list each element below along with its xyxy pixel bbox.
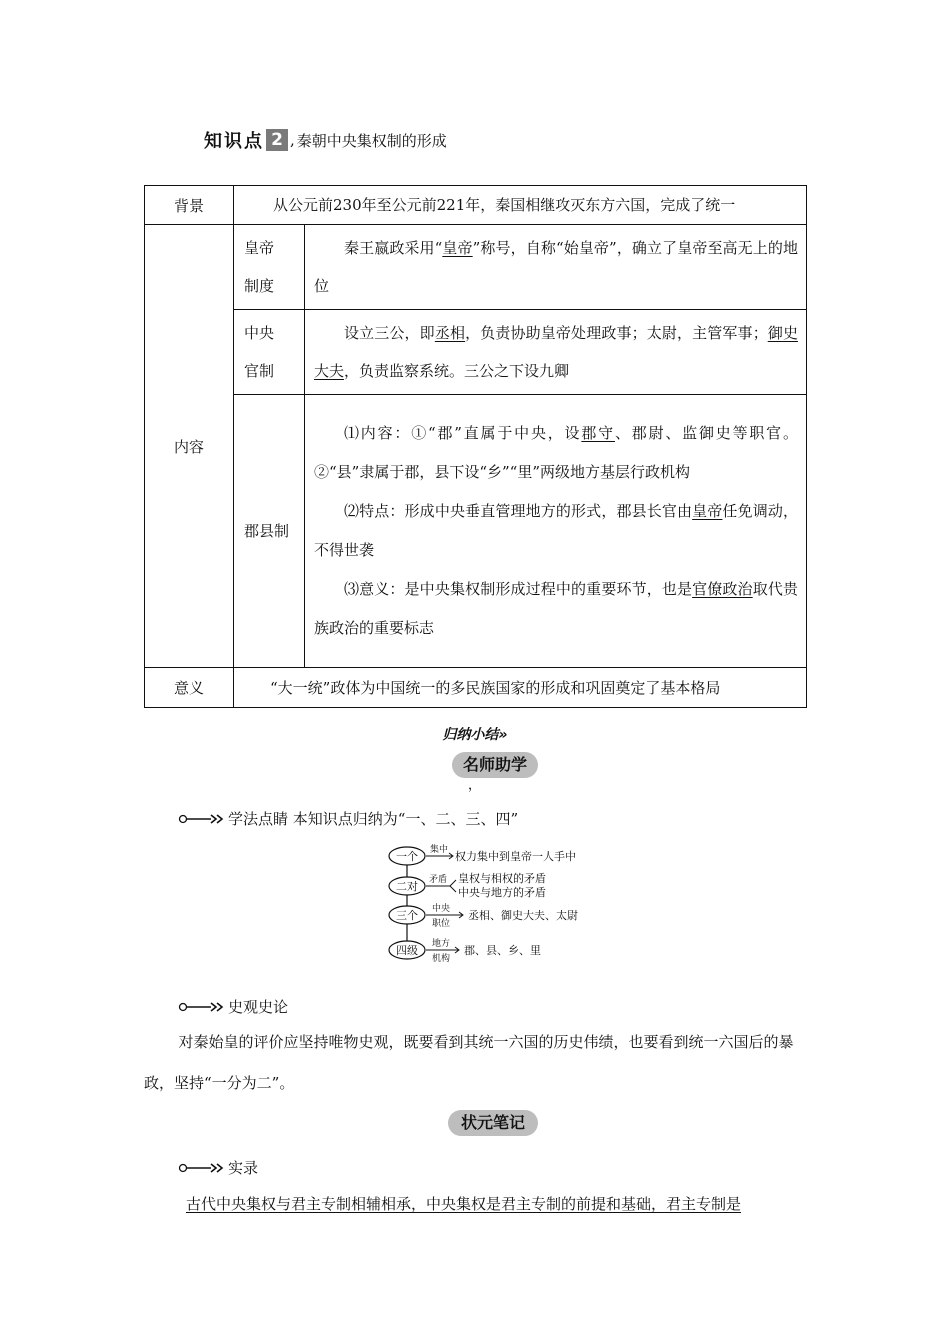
edge-three-label-b: 职位 [432, 919, 451, 929]
stray-comma: ， [468, 778, 482, 793]
badge-teacher-help: 名师助学 [452, 752, 538, 778]
section-record-text: 实录 [228, 1159, 259, 1177]
section-arrow-icon [178, 813, 226, 825]
underlined-term: 皇帝 [442, 239, 473, 257]
county-text: ⑴内容：①“郡”直属于中央，设郡守、郡尉、监御史等职官。②“县”隶属于郡，县下设“乡”“里”两级地方基层行政机构 ⑵特点：形成中央垂直管理地方的形式，郡县长官由皇帝任免调动，不得世袭 ⑶意义：是中央集权制形成过程中的重要环节，也是官僚政治取代贵族政治的重要标志 [305, 395, 807, 668]
underlined-term: 皇帝 [692, 502, 723, 520]
node-four-label: 四级 [396, 944, 418, 957]
underlined-term: 官僚政治 [692, 580, 753, 598]
edge-four-label-b: 机构 [432, 954, 451, 964]
edge-two-label: 矛盾 [429, 875, 448, 885]
summary-diagram [384, 840, 634, 970]
node-one-label: 一个 [396, 850, 418, 863]
heading-title: 秦朝中央集权制的形成 [296, 131, 447, 150]
row-emperor [145, 225, 807, 310]
significance-text: “大一统”政体为中国统一的多民族国家的形成和巩固奠定了基本格局 [234, 668, 807, 708]
knowledge-table [144, 185, 807, 708]
row-background [145, 186, 807, 225]
background-label: 背景 [145, 186, 234, 225]
result-four-text: 郡、县、乡、里 [464, 944, 541, 957]
underlined-term: 郡守 [581, 424, 615, 442]
edge-one-label: 集中 [430, 845, 449, 855]
central-label: 中央 官制 [234, 310, 305, 395]
background-text: 从公元前230年至公元前221年，秦国相继攻灭东方六国，完成了统一 [234, 186, 807, 225]
edge-three-label-a: 中央 [432, 904, 451, 914]
knowledge-point-label: 知识点 [204, 131, 264, 152]
knowledge-point-number: 2 [266, 129, 288, 151]
row-significance [145, 668, 807, 708]
result-one-text: 权力集中到皇帝一人手中 [455, 850, 576, 863]
edge-four-label-a: 地方 [432, 939, 451, 949]
section-study-tips-text: 学法点睛 本知识点归纳为“一、二、三、四” [228, 810, 519, 828]
section-study-tips [178, 808, 518, 829]
record-paragraph: 古代中央集权与君主专制相辅相承，中央集权是君主专制的前提和基础，君主专制是 [186, 1195, 742, 1213]
result-three-text: 丞相、御史大夫、太尉 [468, 909, 578, 922]
content-label: 内容 [145, 225, 234, 668]
county-label: 郡县制 [234, 395, 305, 668]
result-two-text-a: 皇权与相权的矛盾 [458, 872, 546, 885]
section-arrow-icon [178, 1162, 226, 1174]
section-heading: 知识点 2 , 秦朝中央集权制的形成 [204, 127, 447, 153]
node-two-label: 二对 [396, 880, 418, 893]
section-arrow-icon [178, 1001, 226, 1013]
section-record [178, 1157, 258, 1178]
section-history-view-text: 史观史论 [228, 998, 289, 1016]
badge-top-notes: 状元笔记 [448, 1110, 538, 1136]
significance-label: 意义 [145, 668, 234, 708]
section-history-view [178, 996, 288, 1017]
underlined-term: 御史大夫 [314, 324, 798, 380]
central-text: 设立三公，即丞相，负责协助皇帝处理政事；太尉，主管军事；御史大夫，负责监察系统。三公之下设九卿 [305, 310, 807, 395]
underlined-term: 丞相 [434, 324, 466, 342]
row-central [145, 310, 807, 395]
result-two-text-b: 中央与地方的矛盾 [458, 886, 546, 899]
emperor-text: 秦王嬴政采用“皇帝”称号，自称“始皇帝”，确立了皇帝至高无上的地位 [305, 225, 807, 310]
node-three-label: 三个 [396, 909, 418, 922]
row-county [145, 395, 807, 668]
edge-two-lower-branch [450, 886, 456, 892]
history-view-paragraph: 对秦始皇的评价应坚持唯物史观，既要看到其统一六国的历史伟绩，也要看到统一六国后的暴政，坚持“一分为二”。 [144, 1033, 794, 1092]
emperor-label: 皇帝 制度 [234, 225, 305, 310]
edge-two-upper-branch [450, 880, 456, 886]
summary-heading: 归纳小结» [442, 727, 508, 743]
